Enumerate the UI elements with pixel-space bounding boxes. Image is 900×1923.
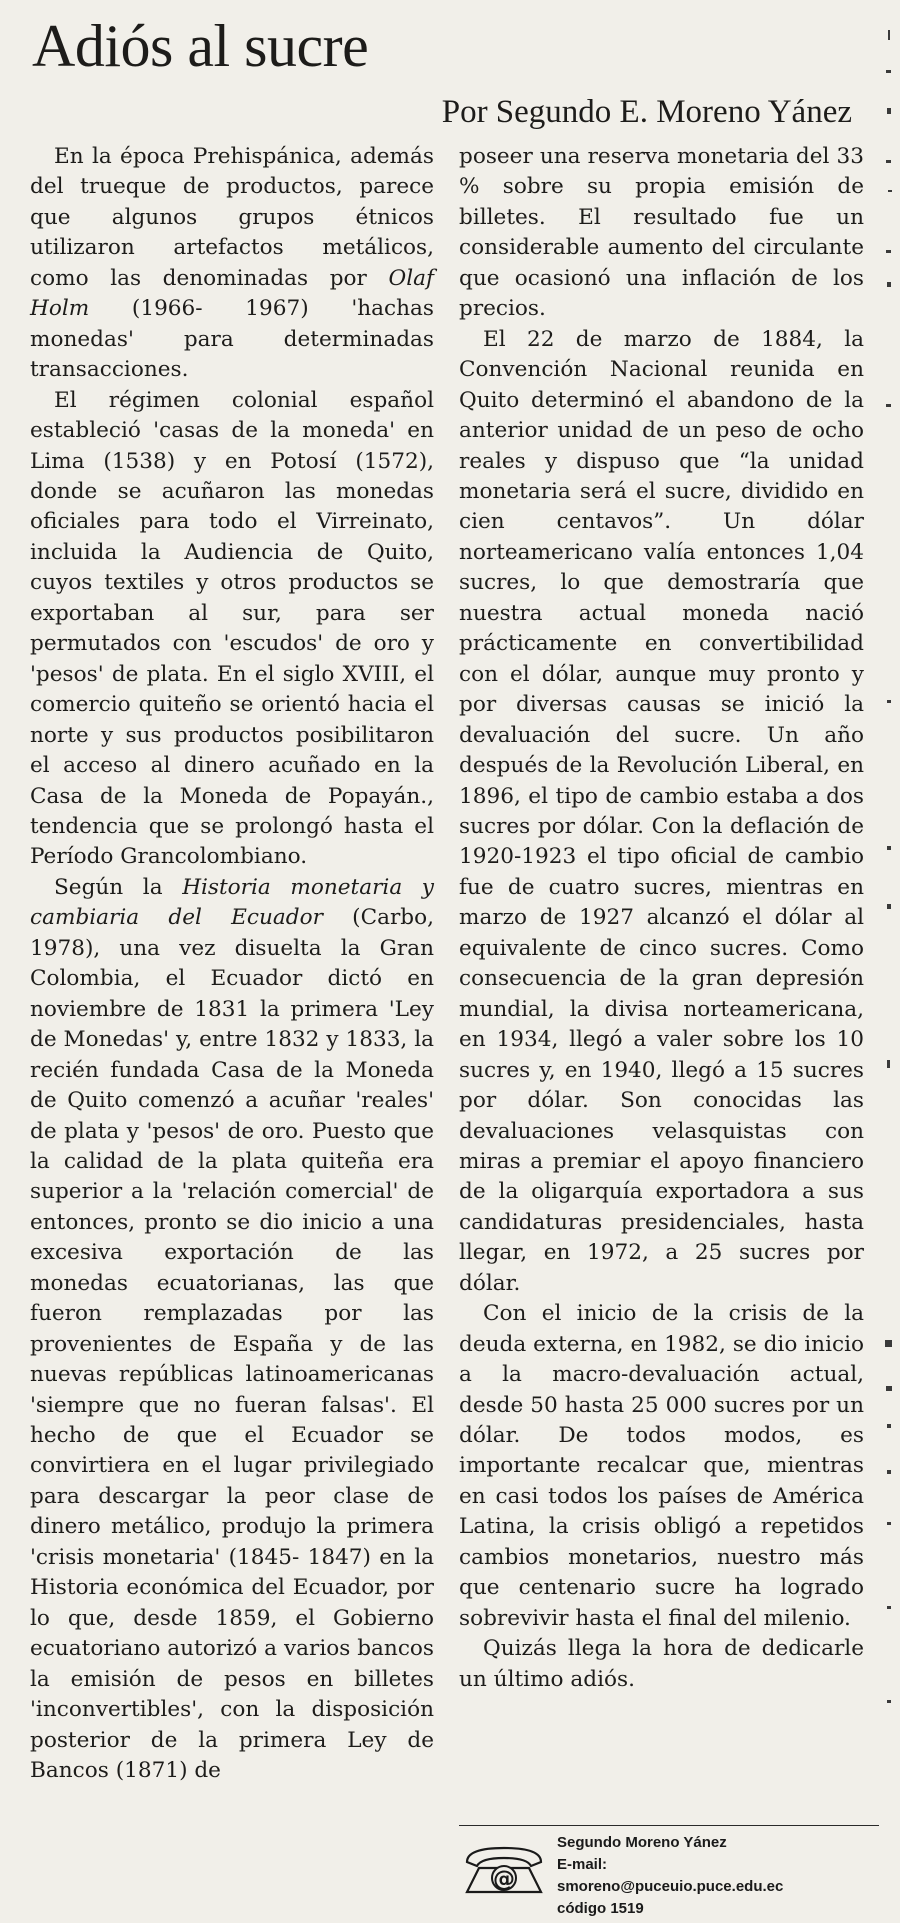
paragraph-text: (1966- 1967) 'hachas monedas' para determinadas transacciones.: [30, 296, 434, 383]
author-signature: [459, 1825, 879, 1923]
article-byline: Por Segundo E. Moreno Yánez: [441, 94, 852, 130]
page-edge-marks: [878, 0, 900, 1922]
signature-name: Segundo Moreno Yánez: [557, 1834, 727, 1851]
paragraph-farewell: Quizás llega la hora de dedicarle un último adiós.: [459, 1636, 864, 1692]
paragraph-history: [30, 873, 434, 1787]
paragraph-continuation: poseer una reserva monetaria del 33 % sobre su propia emisión de billetes. El resultado fue un considerable aumento del circulante que ocasionó una inflación de los precios.: [459, 144, 864, 322]
article-title: Adiós al sucre: [32, 13, 369, 79]
svg-text:@: @: [493, 1867, 515, 1892]
paragraph-text: (Carbo, 1978), una vez disuelta la Gran Colombia, el Ecuador dictó en noviembre de 1831 la primera 'Ley de Monedas' y, entre 1832 y 1833, la recién fundada Casa de la Moneda de Quito comenzó a acuñar 'reales' de plata y 'pesos' de oro. Puesto que la calidad de la plata quiteña era superior a la 'relación comercial' de entonces, pronto se dio inicio a una excesiva exportación de las monedas ecuatorianas, las que fueron remplazadas por las provenientes de España y de las nuevas repúblicas latinoamericanas 'siempre que no fueran falsas'. El hecho de que el Ecuador se convirtiera en el lugar privilegiado para descargar la peor clase de dinero metálico, produjo la primera 'crisis monetaria' (1845- 1847) en la Historia económica del Ecuador, por lo que, desde 1859, el Gobierno ecuatoriano autorizó a varios bancos la emisión de pesos en billetes 'inconvertibles', con la disposición posterior de la primera Ley de Bancos (1871) de: [30, 905, 434, 1784]
signature-email[interactable]: smoreno@puceuio.puce.edu.ec: [557, 1878, 784, 1895]
book-title: Historia monetaria y cambiaria del Ecuador: [30, 874, 434, 931]
signature-email-label: E-mail:: [557, 1856, 608, 1873]
signature-code: código 1519: [557, 1900, 644, 1917]
author-name-holm: Olaf Holm: [30, 265, 434, 322]
left-column: [30, 142, 434, 1786]
paragraph-text: Según la: [54, 874, 183, 900]
paragraph-colonial: El régimen colonial español estableció 'casas de la moneda' en Lima (1538) y en Potosí (1572), donde se acuñaron las monedas oficiales para todo el Virreinato, incluida la Audiencia de Quito, cuyos textiles y otros productos se exportaban al sur, para ser permutados con 'escudos' de oro y 'pesos' de plata. En el siglo XVIII, el comercio quiteño se orientó hacia el norte y sus productos posibilitaron el acceso al dinero acuñado en la Casa de la Moneda de Popayán., tendencia que se prolongó hasta el Período Grancolombiano.: [30, 387, 434, 870]
paragraph-1884: El 22 de marzo de 1884, la Convención Nacional reunida en Quito determinó el abandono de la anterior unidad de un peso de ocho reales y dispuso que “la unidad monetaria será el sucre, dividido en cien centavos”. Un dólar norteamericano valía entonces 1,04 sucres, lo que demostraría que nuestra actual moneda nació prácticamente en convertibilidad con el dólar, aunque muy pronto y por diversas causas se inició la devaluación del sucre. Un año después de la Revolución Liberal, en 1896, el tipo de cambio estaba a dos sucres por dólar. Con la deflación de 1920-1923 el tipo oficial de cambio fue de cuatro sucres, mientras en marzo de 1927 alcanzó el dólar al equivalente de cinco sucres. Como consecuencia de la gran depresión mundial, la divisa norteamericana, en 1934, llegó a valer sobre los 10 sucres y, en 1940, llegó a 15 sucres por dólar. Son conocidas las devaluaciones velasquistas con miras a premiar el apoyo financiero de la oligarquía exportadora a sus candidaturas presidenciales, hasta llegar, en 1972, a 25 sucres por dólar.: [459, 326, 864, 1296]
paragraph-text: En la época Prehispánica, además del trueque de productos, parece que algunos grupos étnicos utilizaron artefactos metálicos, como las denominadas por: [30, 144, 434, 291]
telephone-at-icon: [461, 1840, 547, 1898]
paragraph-prehispanic: [30, 142, 434, 386]
paragraph-debt-crisis: Con el inicio de la crisis de la deuda externa, en 1982, se dio inicio a la macro-devaluación actual, desde 50 hasta 25 000 sucres por un dólar. De todos modos, es importante recalcar que, mientras en casi todos los países de América Latina, la crisis obligó a repetidos cambios monetarios, nuestro más que centenario sucre ha logrado sobrevivir hasta el final del milenio.: [459, 1301, 864, 1631]
signature-text: [557, 1832, 783, 1920]
right-column: [459, 142, 864, 1695]
